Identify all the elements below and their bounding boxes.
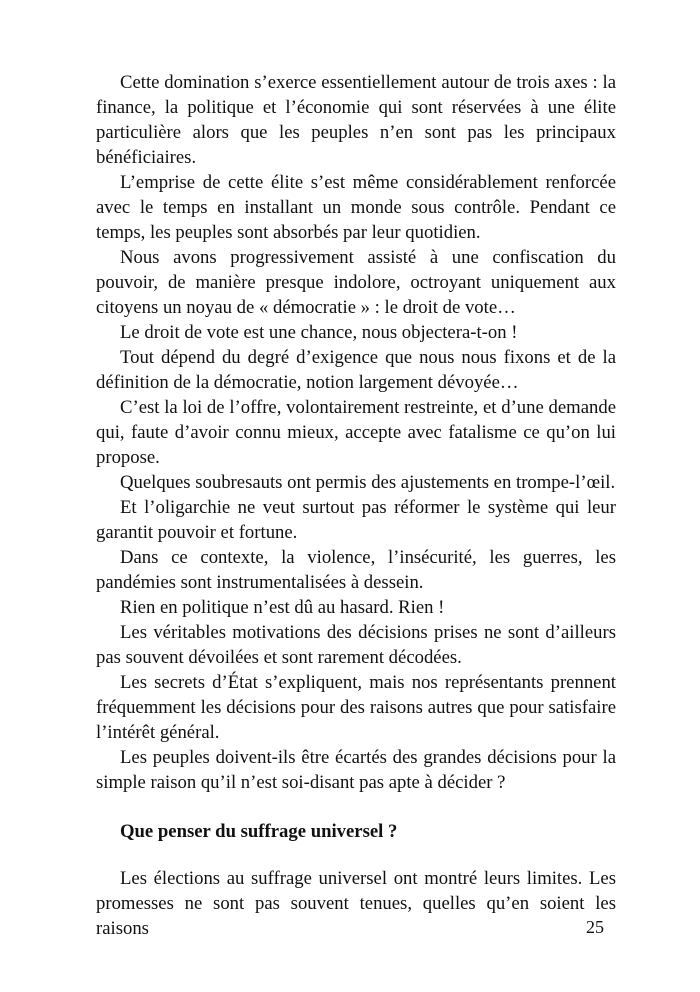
paragraph: Rien en politique n’est dû au hasard. Rien ! — [120, 597, 445, 618]
paragraph: Nous avons progressivement assisté à une confiscation du pouvoir, de manière presque indolore, octroyant uniquement aux citoyens un noyau de « démocratie » : le droit de vote… — [96, 247, 616, 318]
paragraph: Le droit de vote est une chance, nous objectera-t-on ! — [120, 322, 518, 343]
paragraph: L’emprise de cette élite s’est même considérablement renforcée avec le temps en installant un monde sous contrôle. Pendant ce temps, les peuples sont absorbés par leur quotidien. — [96, 172, 616, 243]
paragraph: Cette domination s’exerce essentiellement autour de trois axes : la finance, la politique et l’économie qui sont réservées à une élite particulière alors que les peuples n’en sont pas les principaux bénéficiaires. — [96, 72, 616, 168]
paragraph: Les véritables motivations des décisions prises ne sont d’ailleurs pas souvent dévoilées et sont rarement décodées. — [96, 622, 616, 668]
paragraph: Et l’oligarchie ne veut surtout pas réformer le système qui leur garantit pouvoir et fortune. — [96, 497, 616, 543]
paragraph: C’est la loi de l’offre, volontairement restreinte, et d’une demande qui, faute d’avoir connu mieux, accepte avec fatalisme ce qu’on lui propose. — [96, 397, 616, 468]
paragraph: Les élections au suffrage universel ont montré leurs limites. Les promesses ne sont pas souvent tenues, quelles qu’en soient les raisons — [96, 868, 616, 939]
paragraph: Quelques soubresauts ont permis des ajustements en trompe-l’œil. — [120, 472, 616, 493]
page-number: 25 — [586, 917, 604, 937]
paragraph: Dans ce contexte, la violence, l’insécurité, les guerres, les pandémies sont instrumentalisées à dessein. — [96, 547, 616, 593]
section-heading: Que penser du suffrage universel ? — [120, 821, 398, 842]
paragraph: Tout dépend du degré d’exigence que nous nous fixons et de la définition de la démocratie, notion largement dévoyée… — [96, 347, 616, 393]
book-page — [96, 70, 616, 941]
paragraph: Les peuples doivent-ils être écartés des grandes décisions pour la simple raison qu’il n’est soi-disant pas apte à décider ? — [96, 747, 616, 793]
paragraph: Les secrets d’État s’expliquent, mais nos représentants prennent fréquemment les décisions pour des raisons autres que pour satisfaire l’intérêt général. — [96, 672, 616, 743]
